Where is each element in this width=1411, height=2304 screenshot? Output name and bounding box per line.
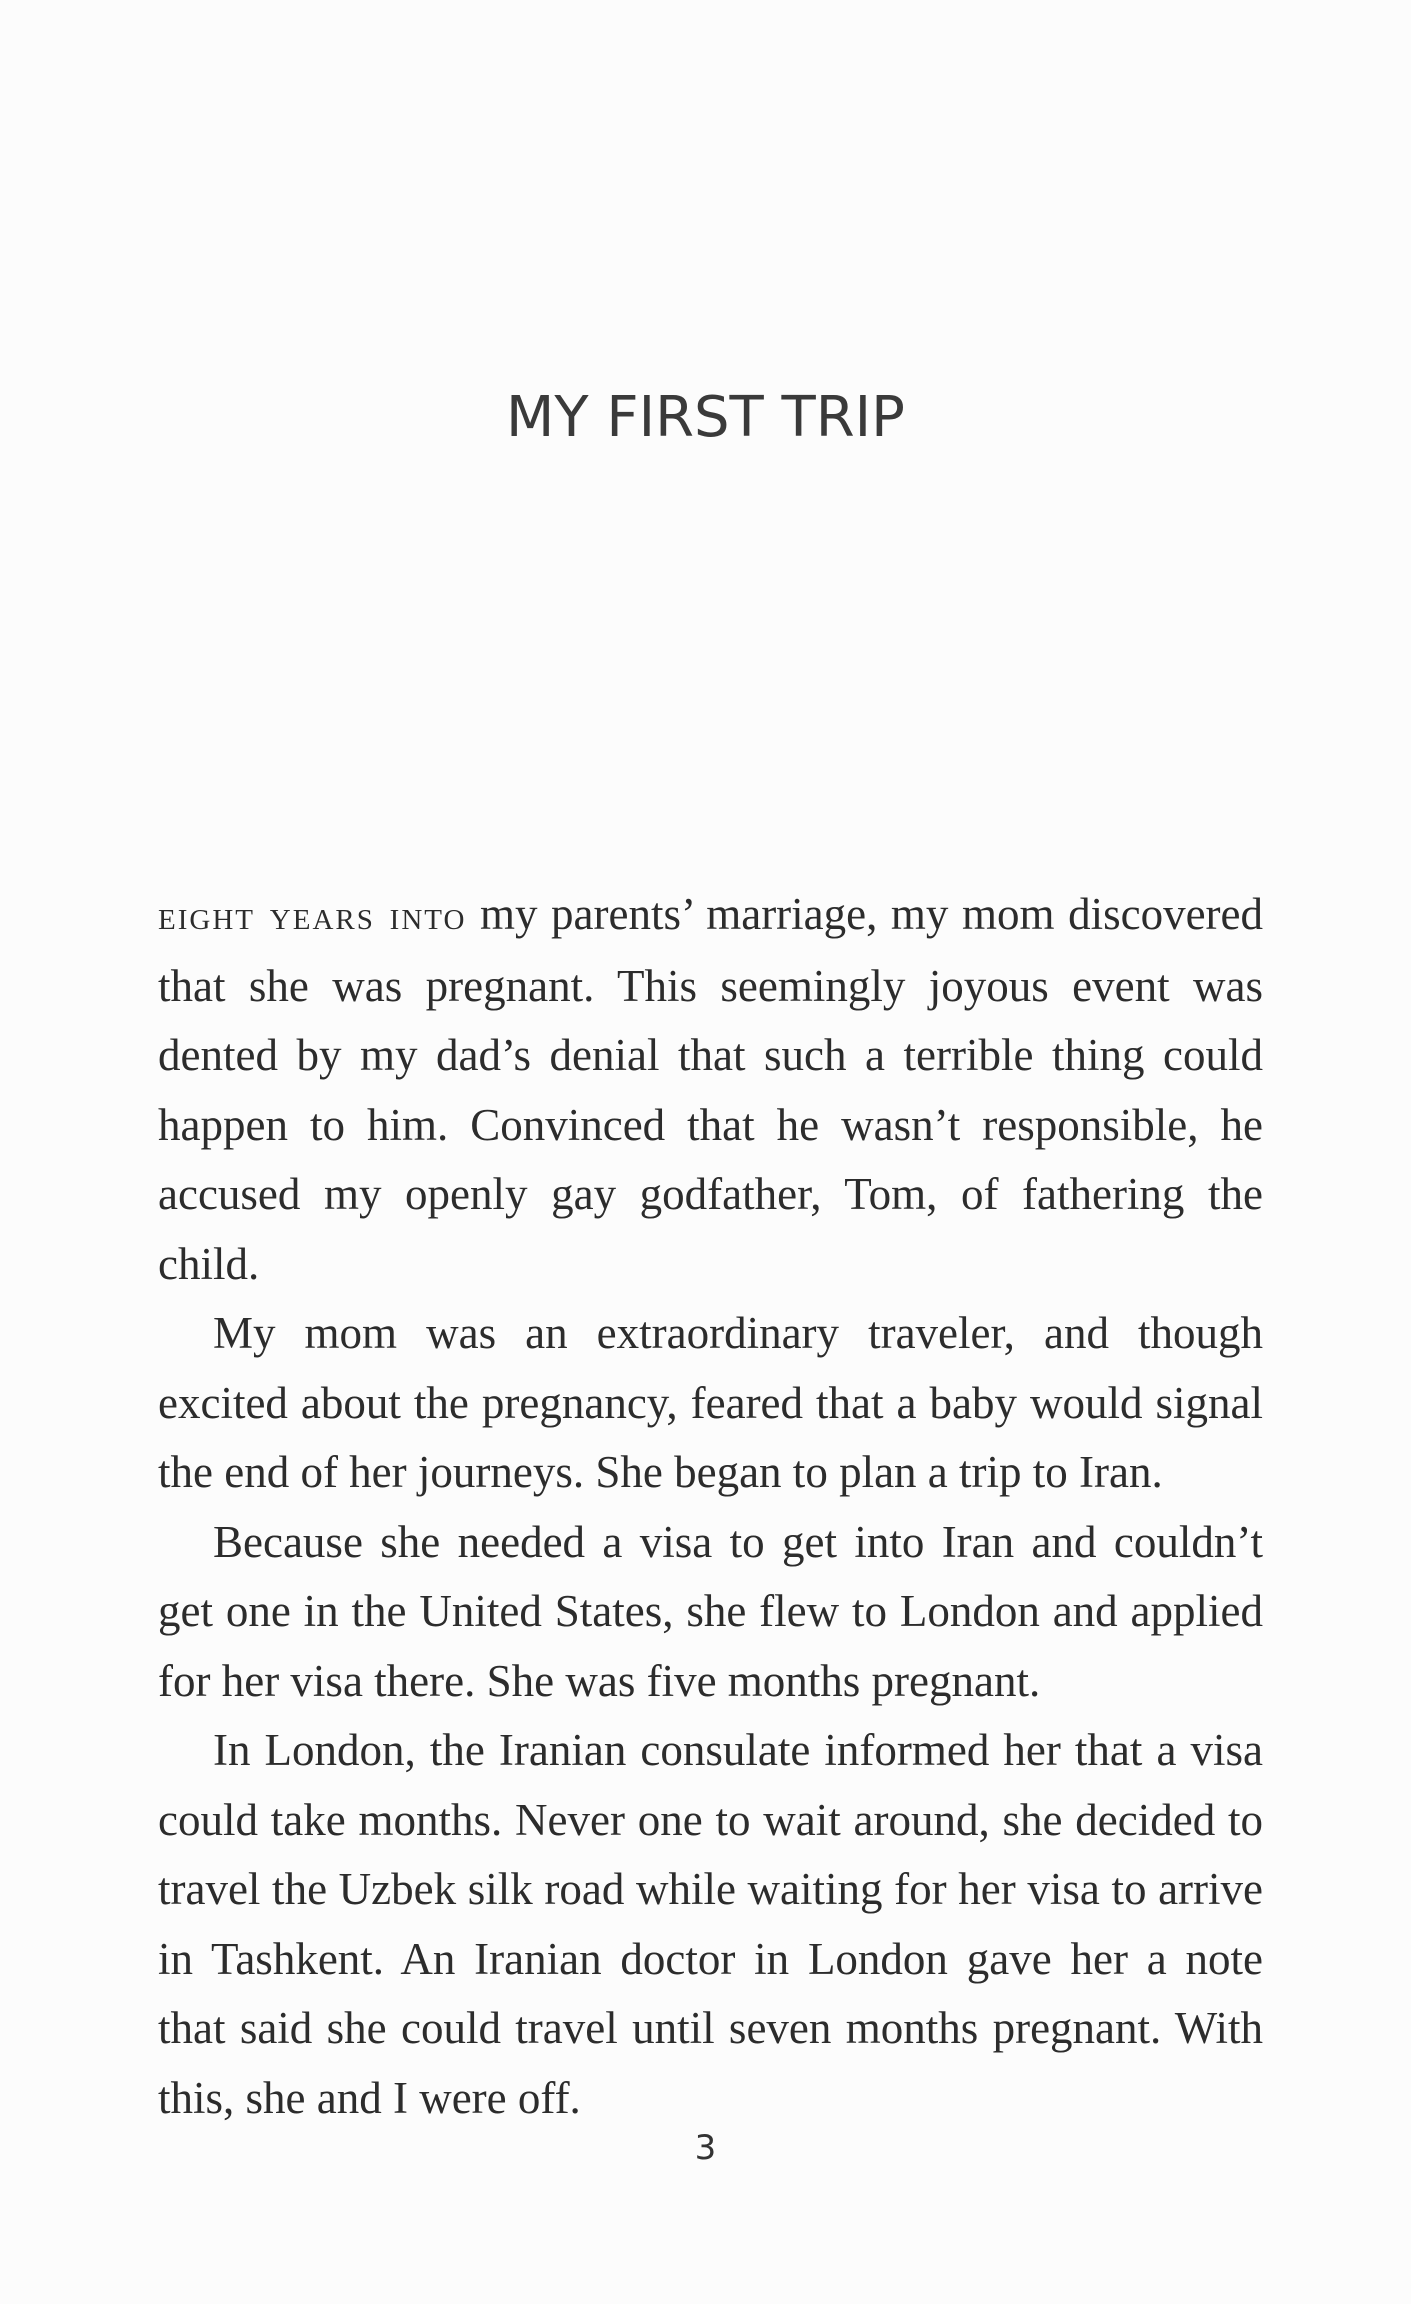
chapter-body	[158, 880, 1263, 2133]
paragraph-1-text: my parents’ marriage, my mom discovered that she was pregnant. This seemingly joyous event was dented by my dad’s denial that such a terrible thing could happen to him. Convinced that he wasn’t responsible, he accused my openly gay godfather, Tom, of fathering the child.	[158, 889, 1263, 1289]
paragraph-2: My mom was an extraordinary traveler, and though excited about the pregnancy, feared that a baby would signal the end of her journeys. She began to plan a trip to Iran.	[158, 1308, 1263, 1497]
chapter-title: MY FIRST TRIP	[506, 385, 905, 450]
paragraph-1	[158, 880, 1263, 1299]
lead-in-smallcaps: eight years into	[158, 893, 467, 939]
paragraph-4: In London, the Iranian consulate informed her that a visa could take months. Never one to wait around, she decided to travel the Uzbek silk road while waiting for her visa to arrive in Tashkent. An Iranian doctor in London gave her a note that said she could travel until seven months pregnant. With this, she and I were off.	[158, 1725, 1263, 2123]
page-number: 3	[694, 2128, 717, 2168]
paragraph-3: Because she needed a visa to get into Iran and couldn’t get one in the United States, she flew to London and applied for her visa there. She was five months pregnant.	[158, 1516, 1263, 1706]
